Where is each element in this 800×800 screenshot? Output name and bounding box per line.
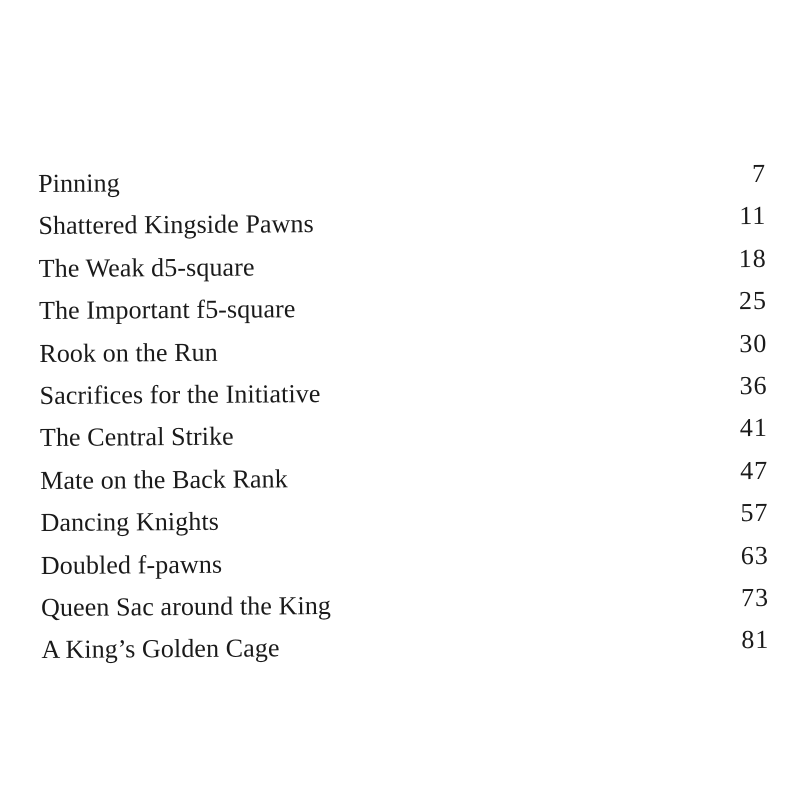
toc-entry-title: The Central Strike [39,421,234,453]
toc-entry-page: 47 [740,455,769,485]
toc-entry-title: Queen Sac around the King [41,590,332,622]
toc-entry-page: 57 [740,498,769,528]
toc-entry-rook-on-the-run [39,327,775,375]
toc-entry-page: 36 [739,370,768,401]
toc-entry-sacrifices-for-the-initiative [39,370,775,418]
toc-entry-title: Shattered Kingside Pawns [38,209,314,241]
toc-entry-page: 63 [740,540,769,570]
toc-entry-page: 30 [739,328,768,358]
toc-entry-dancing-knights [40,497,776,545]
toc-entry-title: Sacrifices for the Initiative [39,378,321,410]
toc-entry-page: 11 [739,201,767,231]
toc-entry-title: A King’s Golden Cage [41,633,280,665]
toc-entry-page: 7 [751,158,767,189]
toc-entry-queen-sac-around-the-king [41,582,777,630]
table-of-contents [38,158,778,672]
toc-entry-pinning [38,158,774,206]
toc-entry-important-f5-square [39,285,775,333]
toc-entry-title: The Important f5-square [38,294,296,326]
toc-entry-page: 81 [741,625,770,655]
toc-entry-shattered-kingside-pawns [38,200,774,248]
toc-entry-kings-golden-cage [41,624,777,672]
toc-entry-page: 73 [740,582,770,613]
toc-entry-page: 18 [738,243,767,273]
toc-entry-title: Doubled f-pawns [40,549,223,580]
toc-entry-mate-on-the-back-rank [40,455,776,503]
toc-entry-central-strike [40,412,776,460]
toc-entry-doubled-f-pawns [41,539,777,587]
toc-entry-title: Dancing Knights [40,506,220,538]
toc-entry-page: 41 [739,413,768,443]
toc-entry-page: 25 [738,286,768,316]
toc-entry-title: The Weak d5-square [38,252,255,283]
toc-entry-weak-d5-square [39,243,775,291]
toc-entry-title: Mate on the Back Rank [40,463,288,495]
toc-entry-title: Pinning [38,168,120,198]
toc-entry-title: Rook on the Run [39,337,218,368]
